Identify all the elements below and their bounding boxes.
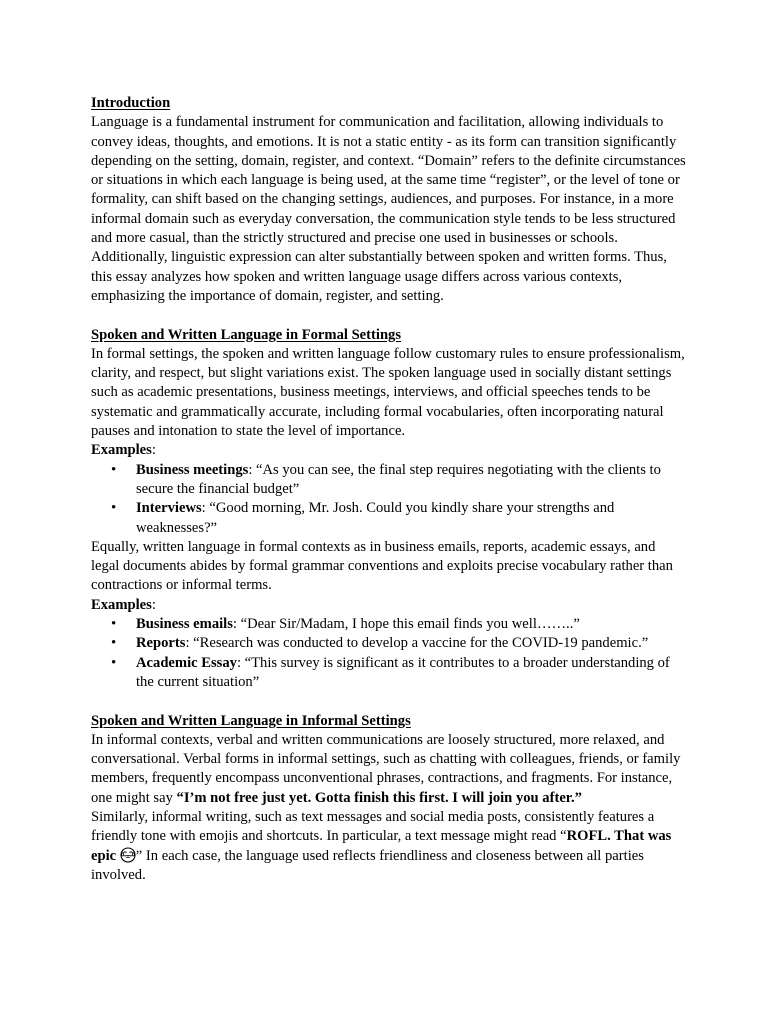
laughing-emoji-icon <box>120 847 136 863</box>
list-item: • Interviews: “Good morning, Mr. Josh. Could you kindly share your strengths and weaknesses?” <box>111 500 615 536</box>
introduction-paragraph: Language is a fundamental instrument for communication and facilitation, allowing individuals to convey ideas, thoughts, and emotions. It is not a static entity - as its form can transition significantly depending on the setting, domain, register, and context. “Domain” refers to the definite circumstances or situations in which each language is being used, at the same time “register”, or the level of tone or formality, can shift based on the changing settings, audiences, and purposes. For instance, in a more informal domain such as everyday conversation, the communication style tends to be less structured and more casual, than the strictly structured and precise one used in businesses or schools. Additionally, linguistic expression can alter substantially between spoken and written forms. Thus, this essay analyzes how spoken and written language usage differs across various contexts, emphasizing the importance of domain, register, and setting. <box>91 114 686 304</box>
text-message-quote: ROFL. That was epic <box>91 828 672 864</box>
examples-label-spoken: Examples: <box>91 442 156 459</box>
formal-paragraph-spoken: In formal settings, the spoken and written language follow customary rules to ensure professionalism, clarity, and respect, but slight variations exist. The spoken language used in socially distant settings such as academic presentations, business meetings, interviews, and official speeches tends to be systematic and grammatically accurate, including formal vocabularies, often incorporating natural pauses and intonation to state the level of importance. <box>91 345 685 440</box>
list-item: • Business emails: “Dear Sir/Madam, I hope this email finds you well……..” <box>91 615 687 634</box>
informal-settings-heading: Spoken and Written Language in Informal Settings <box>91 712 411 729</box>
formal-settings-heading: Spoken and Written Language in Formal Settings <box>91 326 402 343</box>
bullet-icon: • <box>111 616 117 633</box>
spoken-examples-list <box>91 461 687 538</box>
informal-quote: “I’m not free just yet. Gotta finish this first. I will join you after.” <box>176 789 582 806</box>
formal-paragraph-written: Equally, written language in formal contexts as in business emails, reports, academic essays, and legal documents abides by formal grammar conventions and exploits precise vocabulary rather than contractions or informal terms. <box>91 538 673 594</box>
list-item: • Academic Essay: “This survey is significant as it contributes to a broader understanding of the current situation” <box>111 654 670 690</box>
section-gap <box>91 692 687 711</box>
informal-paragraph-verbal: In informal contexts, verbal and written communications are loosely structured, more relaxed, and conversational. Verbal forms in informal settings, such as chatting with colleagues, friends, or family members, frequently encompass unconventional phrases, contractions, and fragments. For instance, one might say “I’m not free just yet. Gotta finish this first. I will join you after.” <box>91 731 681 806</box>
list-item: • Business meetings: “As you can see, the final step requires negotiating with the clients to secure the financial budget” <box>111 461 661 497</box>
list-item: • Reports: “Research was conducted to develop a vaccine for the COVID-19 pandemic.” <box>91 634 687 653</box>
bullet-icon: • <box>111 654 117 671</box>
written-examples-list <box>91 615 687 692</box>
bullet-icon: • <box>111 461 117 478</box>
section-gap <box>91 306 687 325</box>
bullet-icon: • <box>111 500 117 517</box>
examples-label-written: Examples: <box>91 596 156 613</box>
informal-paragraph-written: Similarly, informal writing, such as text messages and social media posts, consistently features a friendly tone with emojis and shortcuts. In particular, a text message might read “ROFL. That was epic ” In each case, the language used reflects friendliness and closeness between all parties involved. <box>91 808 672 883</box>
introduction-heading: Introduction <box>91 95 171 111</box>
bullet-icon: • <box>111 635 117 652</box>
document-page <box>91 94 687 885</box>
